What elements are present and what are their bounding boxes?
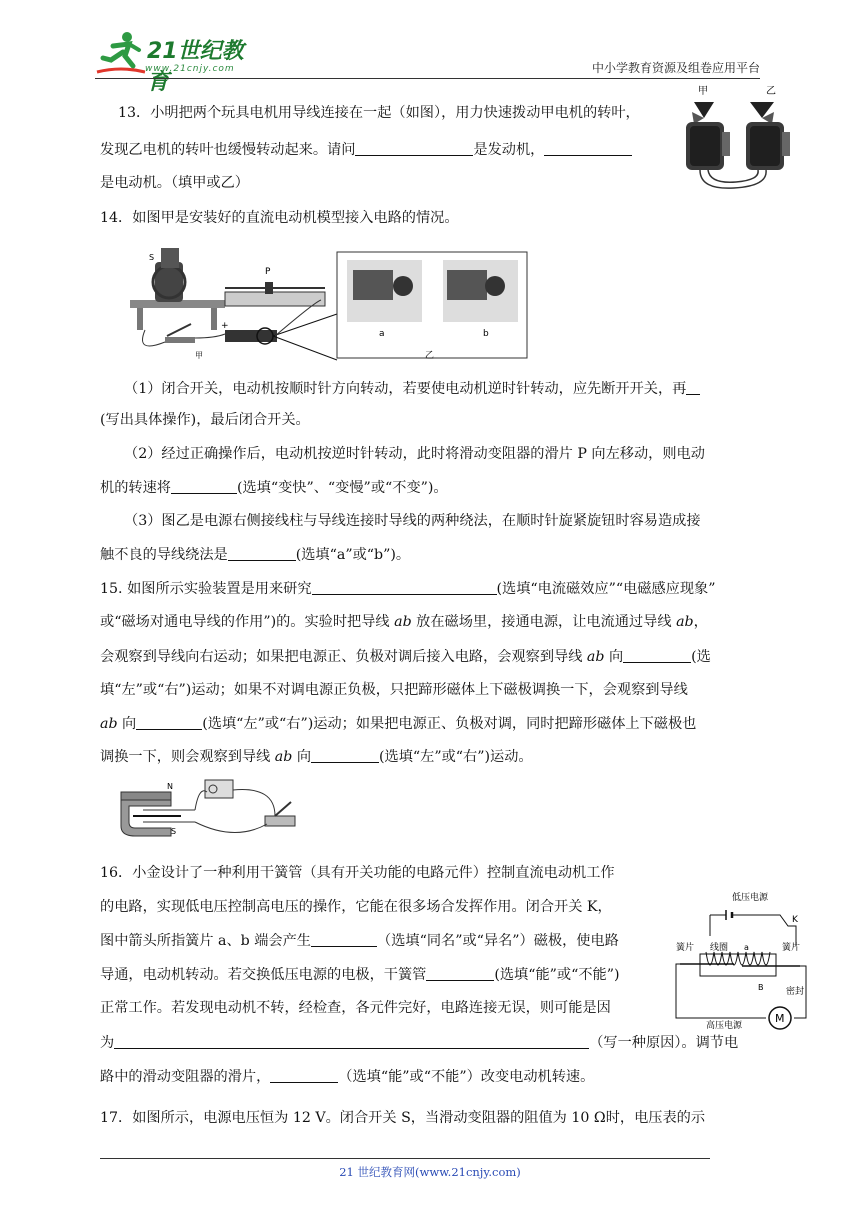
q16-text-3b: （选填“同名”或“异名”）磁极，使电路 [377, 933, 619, 949]
q16-line5: 正常工作。若发现电动机不转，经检查，各元件完好，电路连接无误，则可能是因 [100, 1000, 611, 1016]
q13-text-b: 是发动机， [473, 142, 545, 158]
fig16-reed-right: 簧片 [782, 943, 801, 953]
q15-text-2c: ， [693, 614, 708, 630]
q15-line1 [100, 578, 716, 599]
q15-text-5a: 向 [117, 716, 137, 732]
q15-ab-5: ab [274, 749, 293, 765]
q16-line3 [100, 930, 619, 951]
q15-text-1a: 15. 如图所示实验装置是用来研究 [100, 581, 312, 597]
q16-blank-reason[interactable] [114, 1032, 589, 1049]
q16-text-4a: 导通，电动机转动。若交换低压电源的电极，干簧管 [100, 967, 427, 983]
fig14-label-jia: 甲 [195, 351, 203, 360]
fig14-label-p: P [265, 267, 271, 277]
q14-p2-text-b: (选填“变快”、“变慢”或“不变”)。 [236, 480, 448, 496]
q15-text-5b: (选填“左”或“右”)运动；如果把电源正、负极对调，同时把蹄形磁体上下磁极也 [202, 716, 697, 732]
fig16-coil: 线圈 [710, 943, 729, 953]
q15-line6 [100, 746, 533, 767]
q14-p1-text: （1）闭合开关，电动机按顺时针方向转动，若要使电动机逆时针转动，应先断开开关，再 [124, 381, 687, 397]
q14-p2-line1: （2）经过正确操作后，电动机按逆时针转动，此时将滑动变阻器的滑片 P 向左移动，则电动 [124, 446, 705, 462]
q15-blank-direction-1[interactable] [623, 646, 691, 663]
q16-blank-speed[interactable] [270, 1066, 338, 1083]
q16-text-3a: 图中箭头所指簧片 a、b 端会产生 [100, 933, 311, 949]
q15-ab-3: ab [586, 649, 605, 665]
q13-line2 [100, 139, 632, 160]
q14-p3-text-a: 触不良的导线绕法是 [100, 547, 228, 563]
q16-line7 [100, 1066, 594, 1087]
q14-p2-text-a: 机的转速将 [100, 480, 171, 496]
q16-line2: 的电路，实现低电压控制高电压的操作，它能在很多场合发挥作用。闭合开关 K， [100, 899, 612, 915]
q15-ab-1: ab [394, 614, 412, 630]
q15-ab-4: ab [100, 716, 118, 732]
q13-blank-motor[interactable] [544, 139, 632, 156]
fig16-reed-left: 簧片 [676, 943, 695, 953]
q14-p3-text-b: (选填“a”或“b”)。 [295, 547, 411, 563]
q16-text-6a: 为 [100, 1035, 115, 1051]
q16-line4 [100, 964, 620, 985]
q14-p3-line1: （3）图乙是电源右侧接线柱与导线连接时导线的两种绕法，在顺时针旋紧旋钮时容易造成接 [124, 513, 701, 529]
fig16-low-power: 低压电源 [732, 893, 769, 903]
q15-text-3b: 向 [604, 649, 624, 665]
fig14-label-yi: 乙 [425, 351, 435, 361]
q16-line6 [100, 1032, 738, 1053]
q17-line1: 17．如图所示，电源电压恒为 12 V。闭合开关 S，当滑动变阻器的阻值为 10 Ω时，电压表的示 [100, 1110, 706, 1126]
q16-blank-work[interactable] [426, 964, 494, 981]
q13-text-a: 发现乙电机的转叶也缓慢转动起来。请问 [100, 142, 356, 158]
q15-text-2a: 或“磁场对通电导线的作用”)的。实验时把导线 [100, 614, 395, 630]
fig16-k: K [792, 915, 798, 925]
q14-motor-circuit-figure [125, 242, 545, 364]
platform-title: 中小学教育资源及组卷应用平台 [591, 61, 760, 75]
q15-blank-direction-2[interactable] [136, 713, 202, 730]
q16-line1: 16．小金设计了一种利用干簧管（具有开关功能的电路元件）控制直流电动机工作 [100, 865, 615, 881]
q15-line4: 填“左”或“右”)运动；如果不对调电源正负极，只把蹄形磁体上下磁极调换一下，会观察到导线 [100, 682, 688, 698]
fig16-high-power: 高压电源 [706, 1021, 743, 1031]
q16-text-7b: （选填“能”或“不能”）改变电动机转速。 [338, 1069, 595, 1085]
motor-yi-icon [746, 102, 790, 170]
q16-blank-pole[interactable] [311, 930, 377, 947]
site-logo [95, 28, 265, 95]
q15-ab-2: ab [676, 614, 694, 630]
q15-text-6b: 向 [292, 749, 312, 765]
page-header [95, 28, 760, 95]
q14-p3-line2 [100, 544, 410, 565]
q15-magnet-apparatus-figure [115, 776, 315, 846]
fig14-label-s: S [149, 253, 155, 262]
fig14-label-b: b [483, 329, 489, 339]
fig14-label-a: a [379, 329, 385, 339]
q15-text-1b: (选填“电流磁效应”“电磁感应现象” [496, 581, 716, 597]
q15-text-6c: (选填“左”或“右”)运动。 [379, 749, 533, 765]
q16-text-4b: (选填“能”或“不能”) [494, 967, 620, 983]
q14-blank-winding[interactable] [228, 544, 296, 561]
q14-intro: 14．如图甲是安装好的直流电动机模型接入电路的情况。 [100, 210, 459, 226]
fig13-label-jia: 甲 [698, 86, 708, 97]
q14-blank-speed[interactable] [171, 477, 237, 494]
q16-text-7a: 路中的滑动变阻器的滑片， [100, 1069, 271, 1085]
q16-reed-switch-circuit-figure [670, 886, 812, 1031]
logo-text: 21世纪教育 [147, 39, 244, 95]
q13-line3: 是电动机。（填甲或乙） [100, 175, 249, 191]
fig16-motor: M [775, 1012, 785, 1025]
runner-logo-icon [95, 28, 147, 76]
q15-line2 [100, 612, 708, 632]
logo-url: www.21cnjy.com [145, 64, 235, 74]
fig16-a: a [744, 943, 749, 952]
fig15-label-n: N [167, 782, 173, 791]
fig13-label-yi: 乙 [766, 86, 776, 97]
q15-blank-topic[interactable] [312, 578, 497, 595]
q15-text-3a: 会观察到导线向右运动；如果把电源正、负极对调后接入电路，会观察到导线 [100, 649, 587, 665]
q15-text-2b: 放在磁场里，接通电源，让电流通过导线 [411, 614, 677, 630]
motor-jia-icon [686, 102, 730, 170]
q14-p1-line1 [124, 378, 700, 399]
q15-blank-direction-3[interactable] [311, 746, 379, 763]
q14-p2-line2 [100, 477, 448, 498]
q13-blank-generator[interactable] [355, 139, 473, 156]
page-footer: 21 世纪教育网(www.21cnjy.com) [339, 1165, 521, 1179]
q15-text-6a: 调换一下，则会观察到导线 [100, 749, 275, 765]
fig16-seal: 密封 [786, 987, 805, 997]
q13-line1: 13．小明把两个玩具电机用导线连接在一起（如图），用力快速拨动甲电机的转叶， [118, 105, 640, 121]
q16-text-6b: （写一种原因）。调节电 [589, 1035, 739, 1051]
footer-divider [100, 1158, 710, 1159]
q14-blank-operation[interactable] [686, 378, 700, 395]
q15-text-3c: (选 [691, 649, 711, 665]
fig16-b: B [758, 983, 764, 992]
header-divider [95, 78, 760, 79]
q13-two-motors-figure [678, 84, 803, 196]
svg-text:+: + [221, 321, 229, 331]
fig15-label-s: S [171, 827, 177, 836]
q15-line5 [100, 713, 696, 734]
q14-p1-line2: (写出具体操作)，最后闭合开关。 [100, 412, 310, 428]
q15-line3 [100, 646, 711, 667]
